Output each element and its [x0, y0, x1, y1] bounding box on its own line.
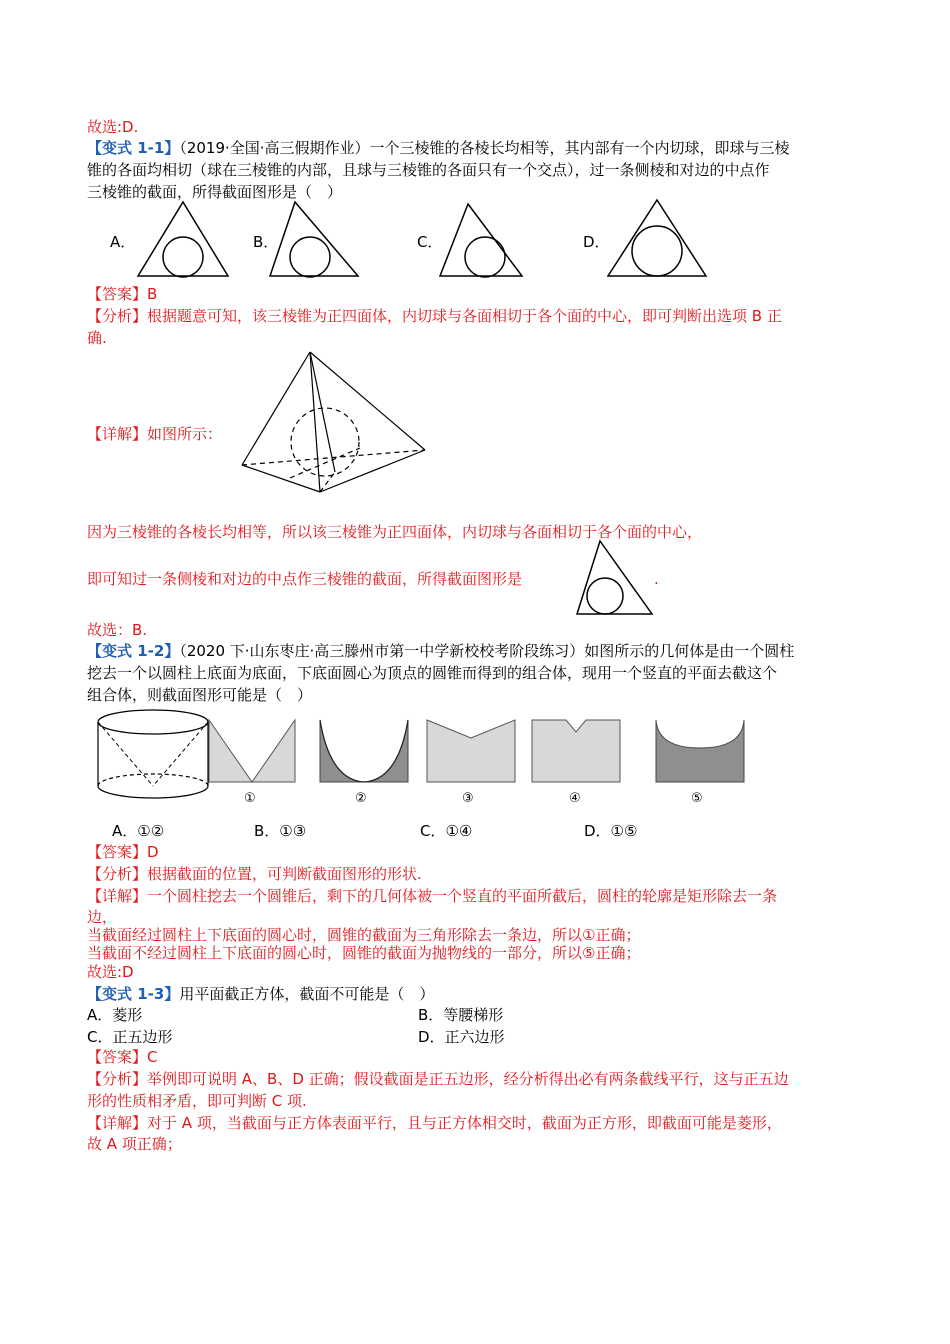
q3-detail-tag: 【详解】 [87, 1114, 148, 1132]
q1-option-c-label: C． [417, 233, 443, 251]
q3-detail-text-1: 对于 A 项，当截面与正方体表面平行，且与正方体相交时，截面为正方形，即截面可能是菱形， [147, 1114, 782, 1132]
q1-option-c-figure [440, 200, 540, 280]
cylinder-cone-figure [95, 708, 215, 803]
q2-option-b: B．①③ [254, 822, 307, 840]
q3-answer: 【答案】C [87, 1048, 158, 1066]
q2-detail-line-1 [87, 886, 777, 906]
section-label-2: ② [355, 791, 367, 806]
q3-analysis-tag: 【分析】 [87, 1070, 148, 1088]
q2-analysis-tag: 【分析】 [87, 865, 148, 883]
q1-analysis-line-2: 确. [87, 329, 107, 347]
q1-answer: 【答案】B [87, 285, 158, 303]
section-label-4: ④ [569, 791, 581, 806]
q2-detail-line-3: 当截面经过圆柱上下底面的圆心时，圆锥的截面为三角形除去一条边，所以①正确； [87, 926, 641, 944]
q1-detail-triangle-figure [575, 538, 655, 618]
q1-analysis-tag: 【分析】 [87, 307, 148, 325]
q1-option-b-figure [265, 200, 365, 280]
q2-detail-line-4: 当截面不经过圆柱上下底面的圆心时，圆锥的截面为抛物线的一部分，所以⑤正确； [87, 944, 641, 962]
section-figure-2 [318, 718, 410, 786]
q1-line-1 [87, 138, 790, 158]
q3-tag: 【变式 1-3】 [87, 985, 180, 1003]
section-figure-3 [425, 718, 517, 786]
q2-detail-line-2: 边， [87, 908, 118, 926]
section-figure-1 [207, 718, 297, 786]
q3-analysis-line-2: 形的性质相矛盾，即可判断 C 项. [87, 1092, 307, 1110]
q2-detail-tag: 【详解】 [87, 887, 148, 905]
q2-option-a: A．①② [112, 822, 165, 840]
q1-analysis-text: 根据题意可知，该三棱锥为正四面体，内切球与各面相切于各个面的中心，即可判断出选项 B 正 [147, 307, 782, 325]
q3-analysis-line-1 [87, 1069, 789, 1089]
q3-option-d: D．正六边形 [418, 1028, 505, 1046]
q3-option-c: C．正五边形 [87, 1028, 173, 1046]
q3-line-1 [87, 984, 434, 1004]
tetrahedron-figure [240, 350, 430, 520]
q1-choose: 故选：B. [87, 621, 148, 639]
prev-choose: 故选:D. [87, 118, 139, 136]
q1-line-2: 锥的各面均相切（球在三棱锥的内部，且球与三棱锥的各面只有一个交点），过一条侧棱和对边的中点作 [87, 161, 770, 179]
q1-detail-dot: . [654, 570, 659, 588]
section-figure-5 [654, 718, 746, 786]
section-label-1: ① [244, 791, 256, 806]
q2-line-1 [87, 641, 794, 661]
section-label-3: ③ [462, 791, 474, 806]
q3-stem-1: 用平面截正方体，截面不可能是（ ） [179, 985, 435, 1003]
q3-detail-line-2: 故 A 项正确； [87, 1135, 182, 1153]
q2-answer: 【答案】D [87, 843, 159, 861]
q2-option-d: D．①⑤ [584, 822, 638, 840]
section-figure-4 [530, 718, 622, 786]
q2-analysis-text: 根据截面的位置，可判断截面图形的形状. [147, 865, 422, 883]
q1-analysis-line-1 [87, 306, 782, 326]
q1-option-a-label: A． [110, 233, 136, 251]
q3-analysis-text-1: 举例即可说明 A、B、D 正确；假设截面是正五边形，经分析得出必有两条截线平行，这与正五边 [147, 1070, 789, 1088]
q2-stem-1: （2020 下·山东枣庄·高三滕州市第一中学新校校考阶段练习）如图所示的几何体是由一个圆柱 [179, 642, 795, 660]
q1-line-3: 三棱锥的截面，所得截面图形是（ ） [87, 183, 343, 201]
q1-option-d-figure [605, 198, 715, 280]
q2-detail-text-1: 一个圆柱挖去一个圆锥后，剩下的几何体被一个竖直的平面所截后，圆柱的轮廓是矩形除去一条 [147, 887, 778, 905]
q1-detail-line-3: 即可知过一条侧棱和对边的中点作三棱锥的截面，所得截面图形是 [87, 570, 523, 588]
q1-option-d-label: D． [583, 233, 610, 251]
q3-detail-line-1 [87, 1113, 782, 1133]
q3-option-a: A．菱形 [87, 1006, 143, 1024]
q2-line-3: 组合体，则截面图形可能是（ ） [87, 686, 313, 704]
q2-choose: 故选:D [87, 963, 134, 981]
q1-detail-line-2: 因为三棱锥的各棱长均相等，所以该三棱锥为正四面体，内切球与各面相切于各个面的中心， [87, 523, 703, 541]
section-label-5: ⑤ [691, 791, 703, 806]
q2-option-c: C．①④ [420, 822, 473, 840]
q1-option-a-figure [135, 200, 235, 280]
q1-option-b-label: B． [253, 233, 279, 251]
q2-line-2: 挖去一个以圆柱上底面为底面，下底面圆心为顶点的圆锥而得到的组合体，现用一个竖直的平面去截这个 [87, 664, 778, 682]
q1-tag: 【变式 1-1】 [87, 139, 180, 157]
q2-tag: 【变式 1-2】 [87, 642, 180, 660]
q2-analysis [87, 864, 422, 884]
q3-option-b: B．等腰梯形 [418, 1006, 504, 1024]
q1-stem-1: （2019·全国·高三假期作业）一个三棱锥的各棱长均相等，其内部有一个内切球，即球与三棱 [179, 139, 790, 157]
q1-detail: 【详解】如图所示： [87, 425, 223, 443]
